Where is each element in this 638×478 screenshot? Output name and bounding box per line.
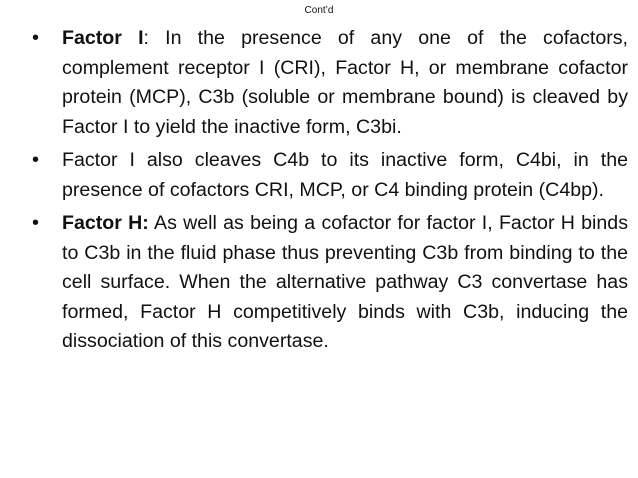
bullet-text: Factor I also cleaves C4b to its inactive form, C4bi, in the presence of cofactors CRI, MCP, or C4 binding protein (C4bp). — [62, 149, 628, 201]
bullet-item-factor-i — [32, 24, 628, 142]
bullet-icon: • — [32, 149, 40, 171]
bullet-icon: • — [32, 212, 40, 234]
bullet-item-factor-h — [32, 209, 628, 357]
slide-header: Cont’d — [304, 5, 334, 16]
bullet-icon: • — [32, 27, 40, 49]
bullet-list — [32, 24, 628, 361]
bullet-term: Factor I — [62, 27, 144, 49]
bullet-item-c4b-cleavage — [32, 146, 628, 205]
bullet-text: : In the presence of any one of the cofactors, complement receptor I (CRI), Factor H, or membrane cofactor protein (MCP), C3b (soluble or membrane bound) is cleaved by Factor I to yield the inactive form, C3bi. — [62, 27, 628, 138]
bullet-text: As well as being a cofactor for factor I, Factor H binds to C3b in the fluid phase thus preventing C3b from binding to the cell surface. When the alternative pathway C3 convertase has formed, Factor H competitively binds with C3b, inducing the dissociation of this convertase. — [62, 212, 628, 352]
bullet-term: Factor H: — [62, 212, 149, 234]
